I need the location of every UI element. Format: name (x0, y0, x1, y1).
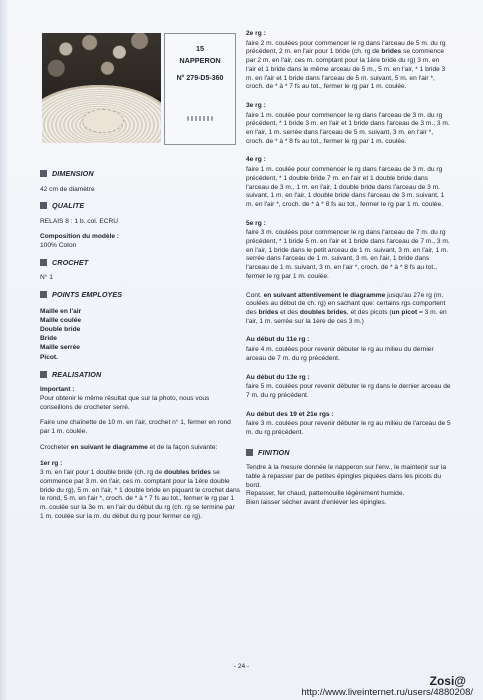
pattern-ref: N° 279-D5-360 (176, 75, 224, 82)
crochet-value: N° 1 (40, 274, 53, 282)
section-crochet (40, 258, 240, 268)
text-run-bold: doubles brides (164, 469, 211, 477)
row5-text: faire 3 m. coulées pour commencer le rg dans l'arceau de 7 m. du rg précédent, * 1 bride 5 m. en l'air et 1 bride dans l'arceau de 7 m., 3 m. en l'air, 1 bride dans le petit arceau de 1 m. suivant, 3 m. en l'air, 1 m. serrée dans l'arceau de 1 m. suivant, 3 m. en l'air, 1 bride dans l'arceau de 1 m. suivant, 3 m. en l'air *, croch. de * à * 8 fs au tot., fermer le rg par 1 m. coulée. (246, 229, 450, 280)
row19-title: Au début des 19 et 21e rgs : (246, 410, 334, 418)
row11-title: Au début du 11e rg : (246, 336, 310, 344)
left-column (40, 165, 240, 528)
section-dimension (40, 169, 240, 179)
text-run-bold: en suivant le diagramme (70, 443, 148, 451)
doily-center (82, 109, 124, 133)
composition-value: 100% Coton (40, 242, 77, 250)
right-column (246, 30, 451, 508)
row11-text: faire 4 m. coulées pour revenir débuter le rg au milieu du dernier arceau de 7 m. du rg précédent. (246, 346, 434, 362)
stitch-sample-icon (187, 116, 213, 121)
section-realisation (40, 370, 240, 380)
row13-title: Au début du 13e rg : (246, 373, 310, 381)
source-url: http://www.liveinternet.ru/users/4880208/ (301, 687, 473, 698)
pattern-name: NAPPERON (179, 56, 221, 65)
text-run-bold: en suivant attentivement le diagramme (263, 291, 386, 299)
row4-text: faire 1 m. coulée pour commencer le rg dans l'arceau de 3 m. du rg précédent, * 1 double bride 7 m. en l'air et 1 double bride dans l'arceau de 3 m., 1 m. en l'air, 1 double bride dans l'arceau de 3 m. suivant, 1 m. en l'air, 1 double bride dans l'arceau de 3 m. suivant, 1 m. en l'air *, croch. de * à * 8 fs au tot., fermer le rg par 1 m. coulée. (246, 166, 445, 208)
finition-text-3: Bien laisser sécher avant d'enlever les épingles. (246, 499, 387, 507)
doily-photo (42, 33, 161, 143)
row13-text: faire 5 m. coulées pour revenir débuter le rg dans le dernier arceau de 7 m. du rg précédent. (246, 383, 451, 399)
text-run: et de la façon suivante: (147, 443, 218, 451)
composition-label: Composition du modèle : (40, 233, 120, 241)
section-title: REALISATION (52, 369, 102, 379)
square-bullet-icon (246, 449, 253, 456)
finition-text-1: Tendre à la mesure donnée le napperon sur l'env., le maintenir sur la table à repasser par de petites épingles piquées dans les picots du bord. (246, 464, 447, 489)
text-run: se commence par 2 m. en l'air, ces m. comptant pour la 1ère bride du rg) 3 m. en l'air et 1 bride dans le même arceau de 5 m., 5 m. en l'air, * 1 bride 3 m. en l'air et 1 bride dans l'arceau de 5 m. suivant, 5 m. en l'air *, croch. de * à * 7 fs au tot., fermer le rg par 1 m. coulée. (246, 48, 446, 91)
page-number: - 24 - (233, 663, 250, 670)
row2-title: 2e rg : (246, 30, 266, 37)
scan-edge-shadow (0, 0, 8, 700)
points-list (40, 307, 240, 362)
square-bullet-icon (40, 202, 47, 209)
text-run: 3 m. en l'air pour 1 double bride (ch. rg de (40, 469, 165, 477)
list-item: Maille en l'air (40, 307, 82, 315)
section-points (40, 290, 240, 300)
qualite-line: RELAIS 8 : 1 b. col. ECRU (40, 217, 119, 225)
row4-title: 4e rg : (246, 156, 266, 164)
diagram-instructions (40, 444, 240, 453)
square-bullet-icon (40, 291, 47, 298)
text-run: , et des picots ( (346, 308, 392, 316)
list-item: Bride (40, 335, 57, 343)
list-item: Picot. (40, 353, 58, 361)
section-title: CROCHET (52, 257, 89, 267)
list-item: Maille serrée (40, 344, 80, 352)
row5-title: 5e rg : (246, 219, 266, 227)
text-run: = 3 m. en l'air, 1 m. serrée sur la 1ère de ces 3 m.) (246, 308, 447, 325)
row1-title: 1er rg : (40, 459, 63, 467)
section-title: POINTS EMPLOYES (52, 290, 123, 300)
square-bullet-icon (40, 371, 47, 378)
finition-text-2: Repasser, fer chaud, pattemouille légèrement humide. (246, 490, 405, 498)
row19-text: faire 3 m. coulées pour revenir débuter le rg au milieu de l'arceau de 5 m. du rg précédent. (246, 420, 451, 437)
text-run-bold: un picot (391, 308, 418, 316)
square-bullet-icon (40, 170, 47, 177)
section-qualite (40, 201, 240, 211)
text-run: Cont. (246, 291, 264, 299)
text-run: faire 2 m. coulées pour commencer le rg dans l'arceau de 5 m. du rg précédent, 2 m. en l'air pour 1 bride (ch. rg de (246, 39, 446, 56)
section-title: QUALITE (52, 201, 85, 211)
row2-text (246, 40, 451, 92)
dimension-text: 42 cm de diamètre (40, 185, 95, 193)
signature: Zosi@ (429, 674, 466, 688)
section-finition (246, 448, 451, 458)
important-label: Important : (40, 386, 75, 394)
chain-instructions: Faire une chaînette de 10 m. en l'air, crochet n° 1, fermer en rond par 1 m. coulée. (40, 419, 231, 436)
text-run-bold: doubles brides (299, 308, 347, 316)
continue-text (246, 292, 451, 327)
list-item: Double bride (40, 325, 81, 333)
text-run: jusqu'au 27e rg (m. coulées au début de ch. rg) en sachant que: certains rgs comportent des (246, 291, 446, 316)
section-title: FINITION (258, 447, 290, 457)
text-run: se commence par 3 m. en l'air, ces m. comptant pour la 1ère double bride du rg), 5 m. en l'air, * 1 double bride en piquant le crochet dans le rond, 5 m. en l'air *, croch. de * à * 7 fs au tot., fermer le rg par 1 m. coulée sur la 3e m. en l'air du début du rg (ch. rg se termine par 1 m. coulée sur la m. du début du rg pour fermer ce rg). (40, 469, 240, 520)
text-run-bold: brides (258, 308, 279, 316)
important-text: Pour obtenir le même résultat que sur la photo, nous vous conseillons de crocheter serré. (40, 395, 210, 411)
section-title: DIMENSION (52, 169, 94, 178)
row1-text (40, 469, 240, 521)
pattern-number: 15 (195, 44, 205, 53)
row3-title: 3e rg : (246, 101, 266, 109)
text-run: Crocheter (40, 443, 71, 451)
row3-text: faire 1 m. coulée pour commencer le rg dans l'arceau de 3 m. du rg précédent, * 1 bride 3 m. en l'air et 1 bride dans l'arceau de 3 m., 3 m. en l'air, 1 m. serrée dans l'arceau de 5 m. suivant, 3 m. en l'air *, croch. de * à * 8 fs au tot., fermer le rg par 1 m. coulée. (246, 111, 450, 145)
text-run-bold: brides (381, 48, 402, 56)
square-bullet-icon (40, 259, 47, 266)
pattern-title-box (164, 33, 236, 145)
list-item: Maille coulée (40, 316, 82, 324)
text-run: et des (278, 308, 300, 316)
